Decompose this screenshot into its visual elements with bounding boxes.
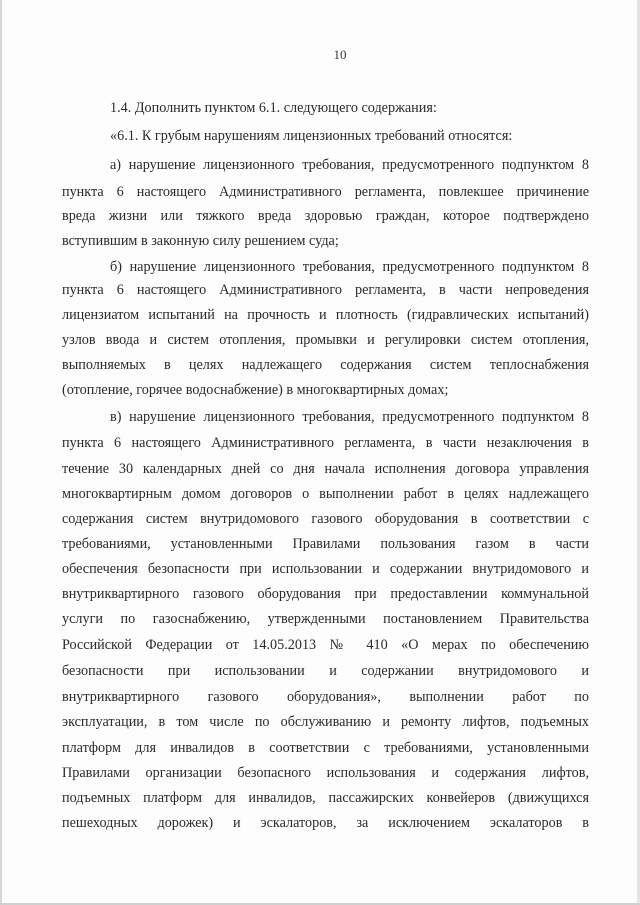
text-line: многоквартирным домом договоров о выполнении работ в целях надлежащего (62, 486, 589, 502)
text-line: а) нарушение лицензионного требования, предусмотренного подпунктом 8 (110, 157, 589, 173)
text-line: выполняемых в целях надлежащего содержания систем теплоснабжения (62, 357, 589, 373)
text-line: пункта 6 настоящего Административного регламента, повлекшее причинение (62, 184, 589, 200)
text-line: 1.4. Дополнить пунктом 6.1. следующего содержания: (110, 100, 437, 116)
text-line: вступившим в законную силу решением суда; (62, 233, 339, 249)
text-line: эксплуатации, в том числе по обслуживанию и ремонту лифтов, подъемных (62, 714, 589, 730)
text-line: в) нарушение лицензионного требования, предусмотренного подпунктом 8 (110, 409, 589, 425)
scan-artifact: ˇ (344, 398, 346, 404)
text-line: пешеходных дорожек) и эскалаторов, за исключением эскалаторов в (62, 815, 589, 831)
scan-artifact: ˙ ˙ (214, 654, 220, 660)
page-left-edge (0, 0, 2, 905)
text-line: платформ для инвалидов в соответствии с требованиями, установленными (62, 740, 589, 756)
text-line: содержания систем внутридомового газового оборудования в соответствии с (62, 511, 589, 527)
text-line: Российской Федерации от 14.05.2013 № 410 «О мерах по обеспечению (62, 637, 589, 653)
text-line: Правилами организации безопасного использования и содержания лифтов, (62, 765, 589, 781)
text-line: пункта 6 настоящего Административного регламента, в части незаключения в (62, 435, 589, 451)
text-line: «6.1. К грубым нарушениям лицензионных требований относятся: (110, 128, 513, 144)
text-line: подъемных платформ для инвалидов, пассажирских конвейеров (движущихся (62, 790, 589, 806)
text-line: услуги по газоснабжению, утвержденными постановлением Правительства (62, 611, 589, 627)
text-line: вреда жизни или тяжкого вреда здоровью граждан, которое подтверждено (62, 208, 589, 224)
text-line: требованиями, установленными Правилами пользования газом в части (62, 536, 589, 552)
text-line: б) нарушение лицензионного требования, предусмотренного подпунктом 8 (110, 259, 589, 275)
text-line: (отопление, горячее водоснабжение) в многоквартирных домах; (62, 382, 449, 398)
text-line: узлов ввода и систем отопления, промывки и регулировки систем отопления, (62, 332, 589, 348)
text-line: течение 30 календарных дней со дня начала исполнения договора управления (62, 461, 589, 477)
text-line: внутриквартирного газового оборудования», выполнении работ по (62, 689, 589, 705)
text-line: лицензиатом испытаний на прочность и плотность (гидравлических испытаний) (62, 307, 589, 323)
text-line: обеспечения безопасности при использовании и содержании внутридомового и (62, 561, 589, 577)
page-number: 10 (333, 47, 347, 62)
text-line: внутриквартирного газового оборудования при предоставлении коммунальной (62, 586, 589, 602)
text-line: безопасности при использовании и содержании внутридомового и (62, 663, 589, 679)
text-line: пункта 6 настоящего Административного регламента, в части непроведения (62, 282, 589, 298)
